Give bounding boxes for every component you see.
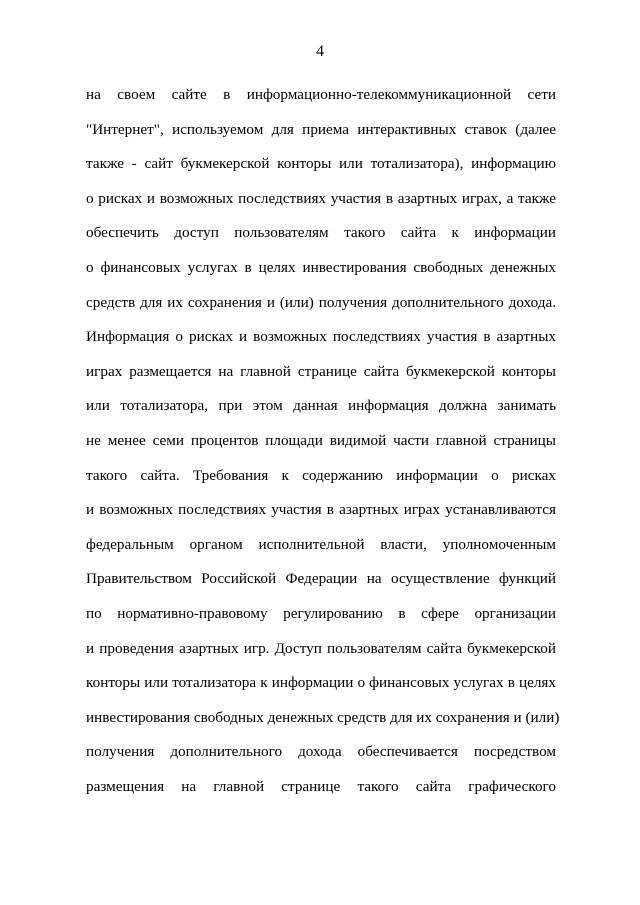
text-line: такого сайта. Требования к содержанию информации о рисках [86,466,556,484]
text-line: и проведения азартных игр. Доступ пользователям сайта букмекерской [86,639,556,657]
text-line: обеспечить доступ пользователям такого сайта к информации [86,224,556,242]
text-line: Информация о рисках и возможных последствиях участия в азартных [86,328,556,346]
text-line: играх размещается на главной странице сайта букмекерской конторы [86,362,556,380]
text-line: федеральным органом исполнительной власти, уполномоченным [86,535,556,553]
text-line: конторы или тотализатора к информации о финансовых услугах в целях [86,674,556,692]
text-line: по нормативно-правовому регулированию в сфере организации [86,604,556,622]
text-line: и возможных последствиях участия в азартных играх устанавливаются [86,501,556,519]
text-line: о финансовых услугах в целях инвестирования свободных денежных [86,258,556,276]
text-line: средств для их сохранения и (или) получения дополнительного дохода. [86,293,556,311]
text-line: о рисках и возможных последствиях участия в азартных играх, а также [86,189,556,207]
page-number: 4 [316,43,324,60]
text-line: Правительством Российской Федерации на осуществление функций [86,570,556,588]
text-line: "Интернет", используемом для приема интерактивных ставок (далее [86,120,556,138]
text-line: размещения на главной странице такого сайта графического [86,777,556,795]
text-line: получения дополнительного дохода обеспечивается посредством [86,743,556,761]
text-line: или тотализатора, при этом данная информация должна занимать [86,397,556,415]
body-text [86,78,560,804]
text-line: инвестирования свободных денежных средств для их сохранения и (или) [86,708,560,726]
text-line: не менее семи процентов площади видимой части главной страницы [86,431,556,449]
text-line: также - сайт букмекерской конторы или тотализатора), информацию [86,155,556,173]
text-line: на своем сайте в информационно-телекоммуникационной сети [86,86,556,103]
